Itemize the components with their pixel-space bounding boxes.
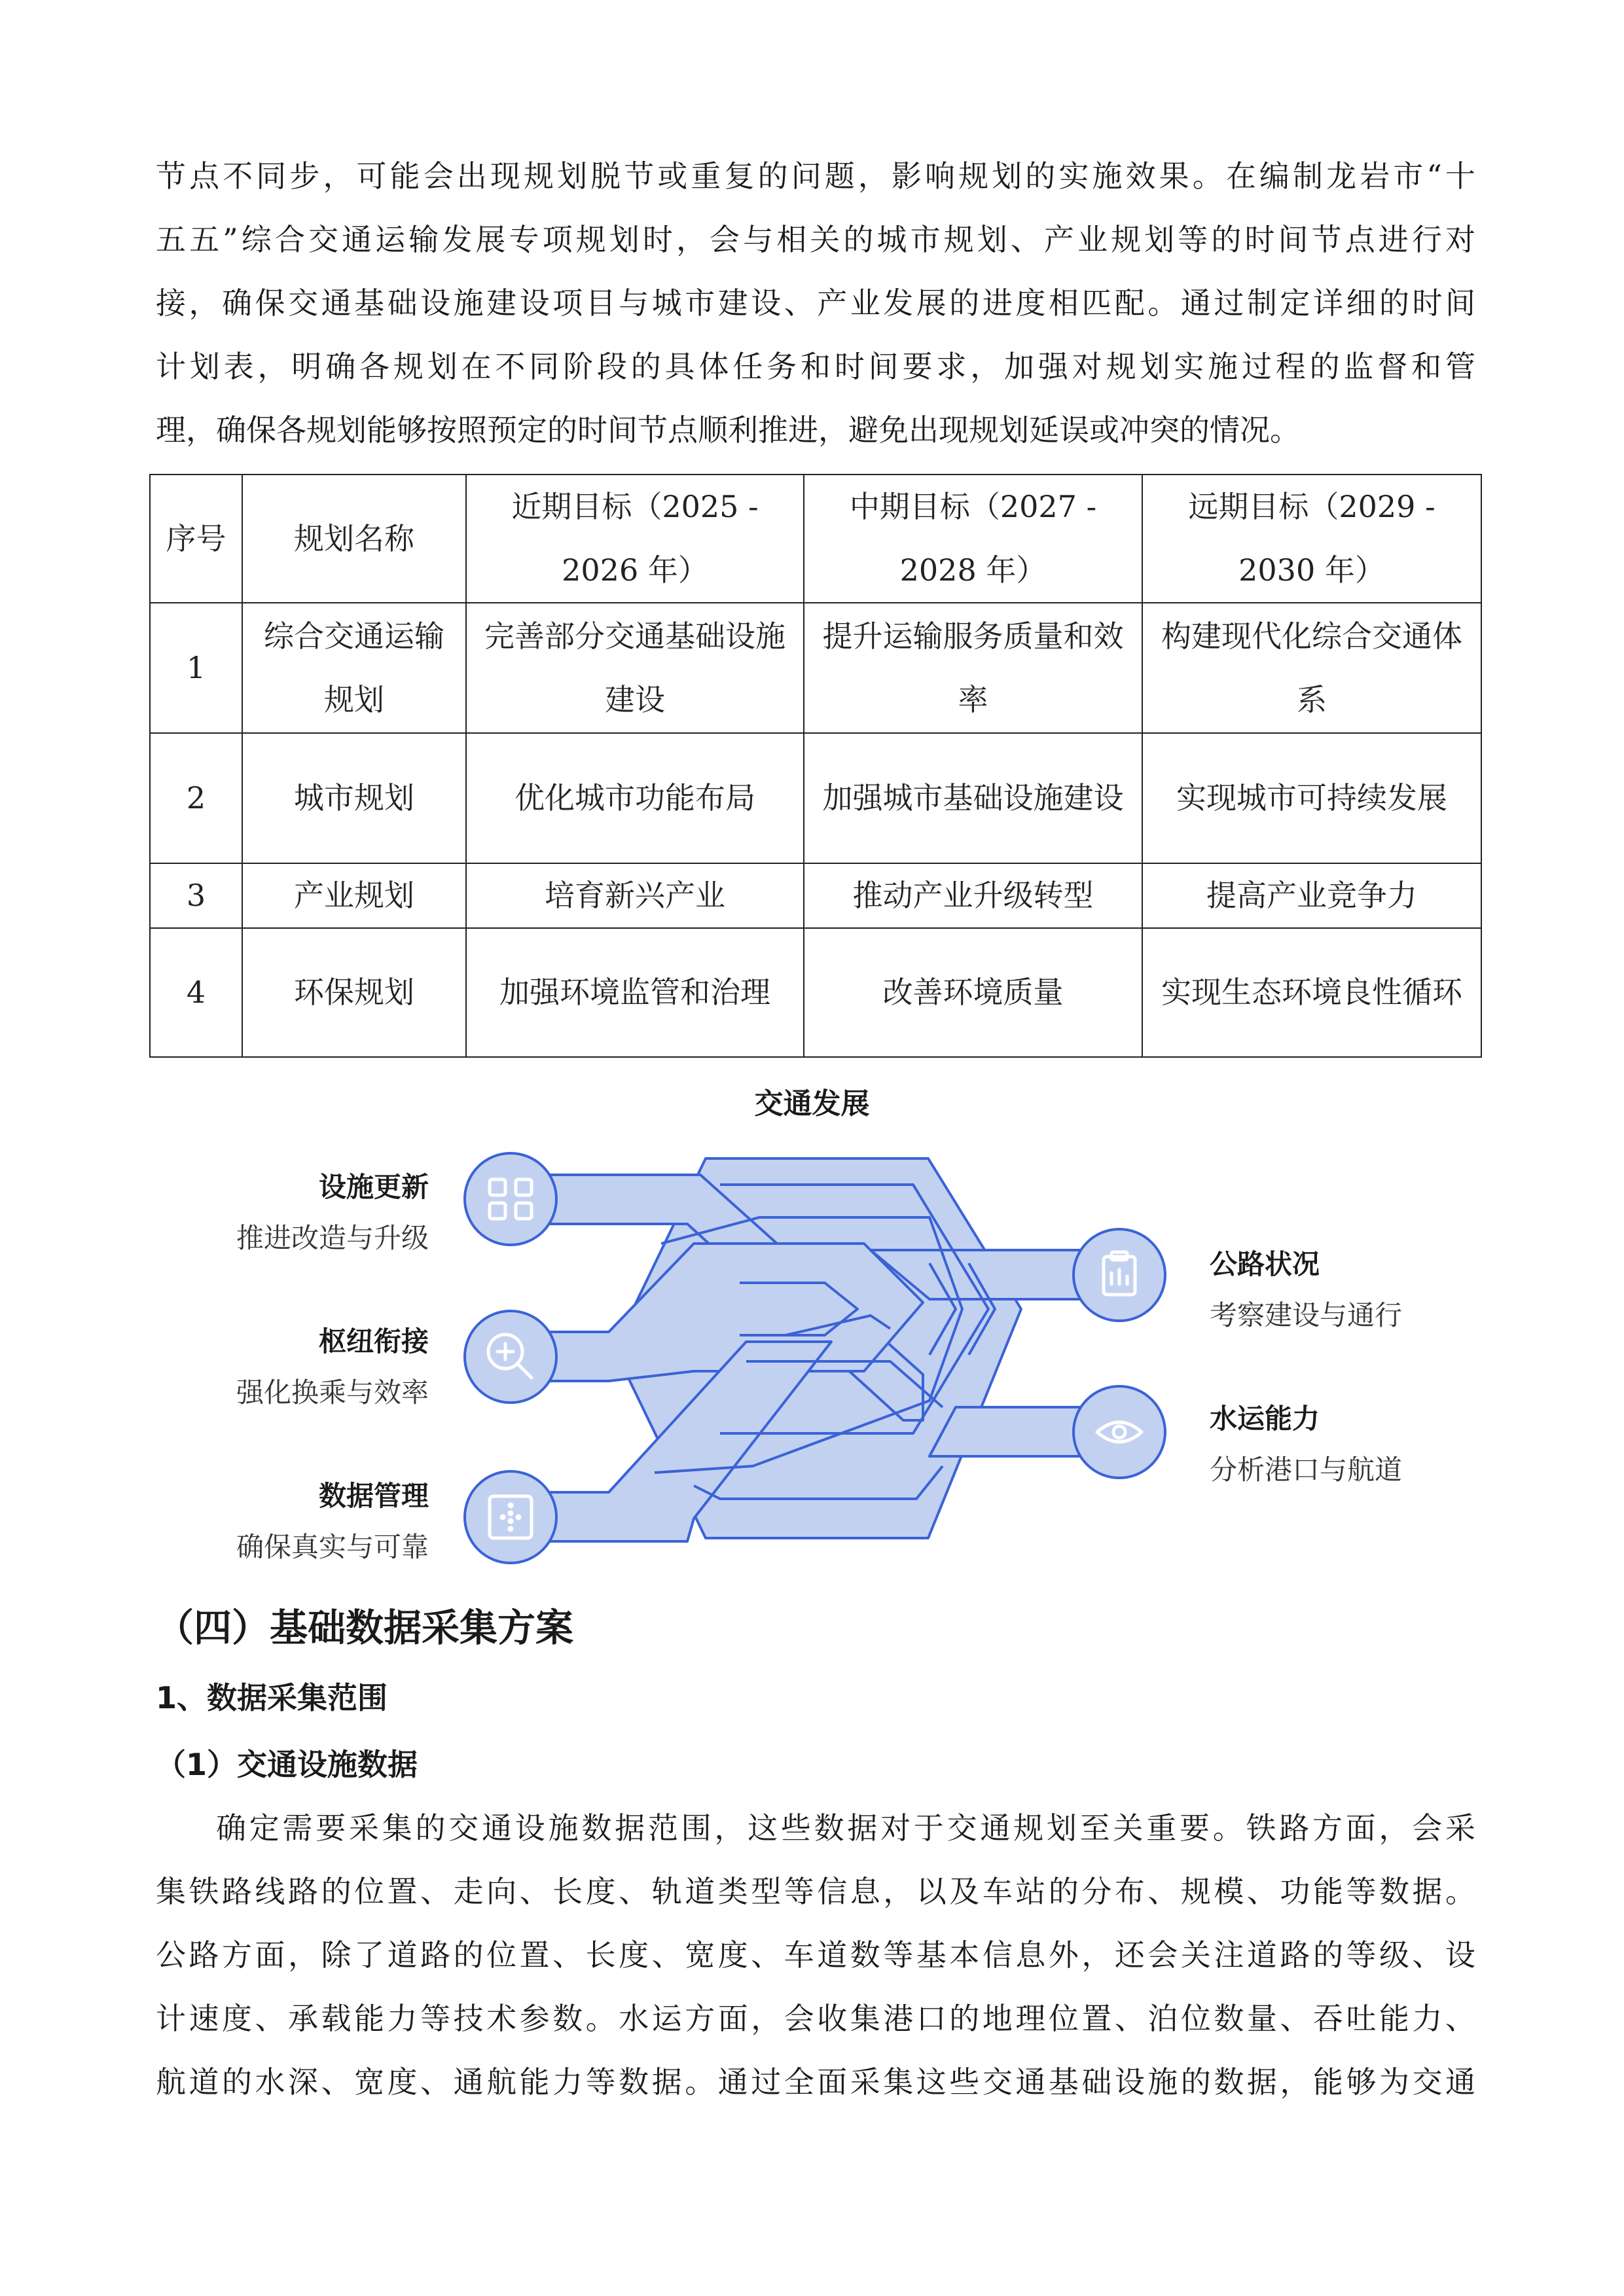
- intro-paragraph: [156, 145, 1475, 462]
- table-row: [150, 733, 1481, 863]
- label-data-management: [196, 1477, 429, 1567]
- table-header-cell: 规划名称: [242, 475, 466, 603]
- section-heading: （四）基础数据采集方案: [156, 1605, 574, 1650]
- table-cell: 综合交通运输规划: [242, 603, 466, 733]
- table-header-cell: 近期目标（2025 - 2026 年）: [466, 475, 804, 603]
- node-circle: [465, 1153, 556, 1245]
- subsubsection-heading: （1）交通设施数据: [156, 1747, 418, 1782]
- label-subtitle: 强化换乘与效率: [236, 1376, 429, 1408]
- table-cell: 2: [150, 733, 242, 863]
- node-circle: [465, 1311, 556, 1403]
- table-cell: 提升运输服务质量和效率: [804, 603, 1142, 733]
- section-line: 计速度、承载能力等技术参数。水运方面，会收集港口的地理位置、泊位数量、吞吐能力、: [156, 2001, 1475, 2036]
- table-cell: 4: [150, 928, 242, 1057]
- table-header-cell: 中期目标（2027 - 2028 年）: [804, 475, 1142, 603]
- table-cell: 3: [150, 863, 242, 928]
- table-cell: 城市规划: [242, 733, 466, 863]
- label-hub-connection: [196, 1322, 429, 1412]
- table-header-cell: 远期目标（2029 - 2030 年）: [1142, 475, 1481, 603]
- label-title: 设施更新: [318, 1171, 429, 1203]
- table-cell: 构建现代化综合交通体系: [1142, 603, 1481, 733]
- intro-line: 接，确保交通基础设施建设项目与城市建设、产业发展的进度相匹配。通过制定详细的时间: [156, 285, 1475, 321]
- label-subtitle: 分析港口与航道: [1210, 1454, 1403, 1486]
- table-cell: 推动产业升级转型: [804, 863, 1142, 928]
- table-cell: 优化城市功能布局: [466, 733, 804, 863]
- label-road-status: [1210, 1245, 1402, 1335]
- section-line: 公路方面，除了道路的位置、长度、宽度、车道数等基本信息外，还会关注道路的等级、设: [156, 1937, 1475, 1973]
- node-circle: [465, 1471, 556, 1563]
- table-cell: 完善部分交通基础设施建设: [466, 603, 804, 733]
- table-header-cell: 序号: [150, 475, 242, 603]
- label-subtitle: 确保真实与可靠: [236, 1531, 429, 1563]
- label-subtitle: 考察建设与通行: [1210, 1299, 1403, 1331]
- table-cell: 培育新兴产业: [466, 863, 804, 928]
- section-line: 航道的水深、宽度、通航能力等数据。通过全面采集这些交通基础设施的数据，能够为交通: [156, 2064, 1475, 2100]
- table-cell: 产业规划: [242, 863, 466, 928]
- label-subtitle: 推进改造与升级: [236, 1222, 429, 1254]
- table-cell: 1: [150, 603, 242, 733]
- table-cell: 实现城市可持续发展: [1142, 733, 1481, 863]
- label-title: 公路状况: [1210, 1248, 1320, 1280]
- subsection-heading: 1、数据采集范围: [156, 1680, 388, 1715]
- plan-schedule-table: [149, 474, 1482, 1058]
- table-row: [150, 863, 1481, 928]
- section-line: 确定需要采集的交通设施数据范围，这些数据对于交通规划至关重要。铁路方面，会采: [216, 1810, 1475, 1846]
- intro-line: 计划表，明确各规划在不同阶段的具体任务和时间要求，加强对规划实施过程的监督和管: [156, 349, 1475, 384]
- table-header-row: [150, 475, 1481, 603]
- node-circle: [1074, 1386, 1165, 1478]
- table-cell: 加强环境监管和治理: [466, 928, 804, 1057]
- table-row: [150, 603, 1481, 733]
- table-cell: 提高产业竞争力: [1142, 863, 1481, 928]
- table-cell: 实现生态环境良性循环: [1142, 928, 1481, 1057]
- table-cell: 加强城市基础设施建设: [804, 733, 1142, 863]
- section-line: 集铁路线路的位置、走向、长度、轨道类型等信息，以及车站的分布、规模、功能等数据。: [156, 1874, 1475, 1909]
- label-title: 水运能力: [1210, 1403, 1320, 1435]
- label-water-capacity: [1210, 1399, 1402, 1490]
- label-facility-update: [196, 1168, 429, 1258]
- section-paragraph: [156, 1797, 1475, 2114]
- intro-line: 节点不同步，可能会出现规划脱节或重复的问题，影响规划的实施效果。在编制龙岩市“十: [156, 158, 1475, 194]
- table-cell: 改善环境质量: [804, 928, 1142, 1057]
- label-title: 枢纽衔接: [318, 1325, 429, 1357]
- diagram-title: 交通发展: [754, 1087, 870, 1121]
- table-cell: 环保规划: [242, 928, 466, 1057]
- intro-line: 理，确保各规划能够按照预定的时间节点顺利推进，避免出现规划延误或冲突的情况。: [156, 412, 1300, 448]
- intro-line: 五五”综合交通运输发展专项规划时，会与相关的城市规划、产业规划等的时间节点进行对: [156, 222, 1475, 257]
- table-row: [150, 928, 1481, 1057]
- label-title: 数据管理: [318, 1480, 429, 1512]
